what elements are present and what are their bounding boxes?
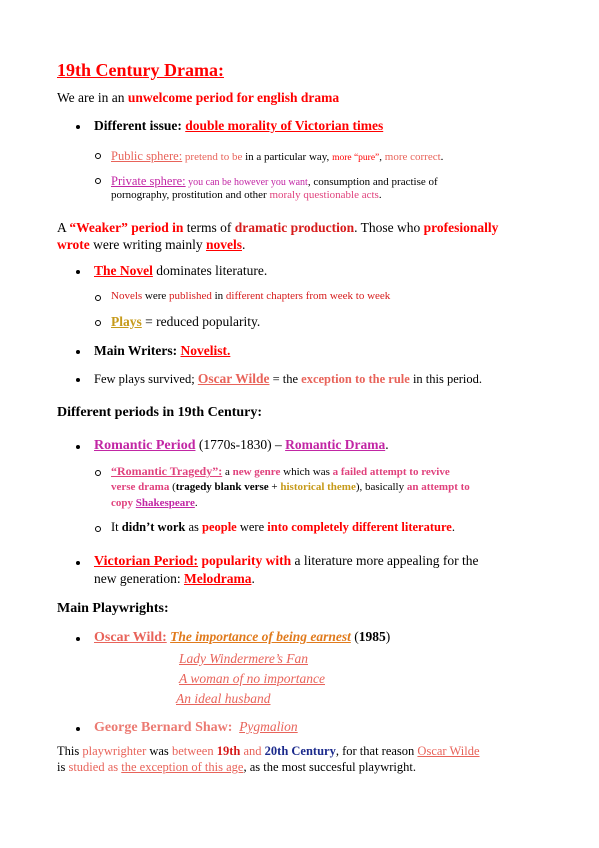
periods-heading: Different periods in 19th Century: (57, 405, 263, 420)
wilde-work-item: A woman of no importance (179, 671, 325, 686)
wilde-work-item: An ideal husband (176, 691, 271, 706)
private-sphere-line-2: pornography, prostitution and other moraly questionable acts. (111, 189, 382, 201)
sub-bullet (95, 295, 101, 301)
shaw-line: George Bernard Shaw: Pygmalion (94, 719, 298, 735)
bullet (76, 125, 80, 129)
oscar-wild-line: Oscar Wild: The importance of being earnest (1985) (94, 629, 391, 645)
sub-bullet (95, 153, 101, 159)
intro-emphasis: unwelcome period for english drama (127, 90, 340, 105)
novel-line: The Novel dominates literature. (94, 263, 268, 278)
playwrights-heading: Main Playwrights: (57, 601, 169, 616)
romantic-tragedy-line-3: copy Shakespeare. (111, 497, 198, 509)
sub-bullet (95, 320, 101, 326)
weaker-period-line-2: wrote were writing mainly novels. (57, 237, 246, 252)
bullet (76, 350, 80, 354)
novels-published-line: Novels were published in different chapters from week to week (111, 290, 391, 302)
romantic-tragedy-line: “Romantic Tragedy”: a new genre which was a failed attempt to revive (111, 464, 450, 478)
page-title: 19th Century Drama: (57, 60, 224, 80)
bullet (76, 445, 80, 449)
wilde-work-item: Lady Windermere’s Fan (179, 651, 308, 666)
closing-line-2: is studied as the exception of this age, as the most succesful playwright. (57, 760, 416, 774)
romantic-tragedy-line-2: verse drama (tragedy blank verse + historical theme), basically an attempt to (111, 481, 470, 493)
didnt-work-line: It didn’t work as people were into completely different literature. (111, 520, 455, 534)
weaker-period-line: A “Weaker” period in terms of dramatic production. Those who profesionally (57, 220, 499, 235)
issue-value: double morality of Victorian times (185, 118, 384, 133)
bullet (76, 637, 80, 641)
intro-text: We are in an (57, 90, 128, 105)
bullet (76, 561, 80, 565)
closing-line: This playwrighter was between 19th and 20th Century, for that reason Oscar Wilde (57, 744, 480, 758)
sub-bullet (95, 526, 101, 532)
issue-label: Different issue: (94, 118, 186, 133)
bullet (76, 270, 80, 274)
sub-bullet (95, 470, 101, 476)
victorian-period-line-2: new generation: Melodrama. (94, 571, 255, 586)
intro-line (57, 90, 339, 106)
private-sphere-line: Private sphere: you can be however you want, consumption and practise of (111, 174, 438, 188)
issue-line (94, 118, 383, 134)
private-sphere-label: Private sphere: (111, 174, 186, 188)
bullet (76, 378, 80, 382)
sub-bullet (95, 178, 101, 184)
main-writers-line: Main Writers: Novelist. (94, 343, 231, 358)
romantic-period-line: Romantic Period (1770s-1830) – Romantic Drama. (94, 437, 389, 453)
public-sphere-label: Public sphere: (111, 149, 183, 163)
plays-line: Plays = reduced popularity. (111, 314, 261, 329)
public-sphere-line: Public sphere: pretend to be in a particular way, more “pure”, more correct. (111, 149, 444, 163)
few-plays-line: Few plays survived; Oscar Wilde = the exception to the rule in this period. (94, 371, 483, 386)
victorian-period-line: Victorian Period: popularity with a literature more appealing for the (94, 553, 479, 569)
bullet (76, 727, 80, 731)
